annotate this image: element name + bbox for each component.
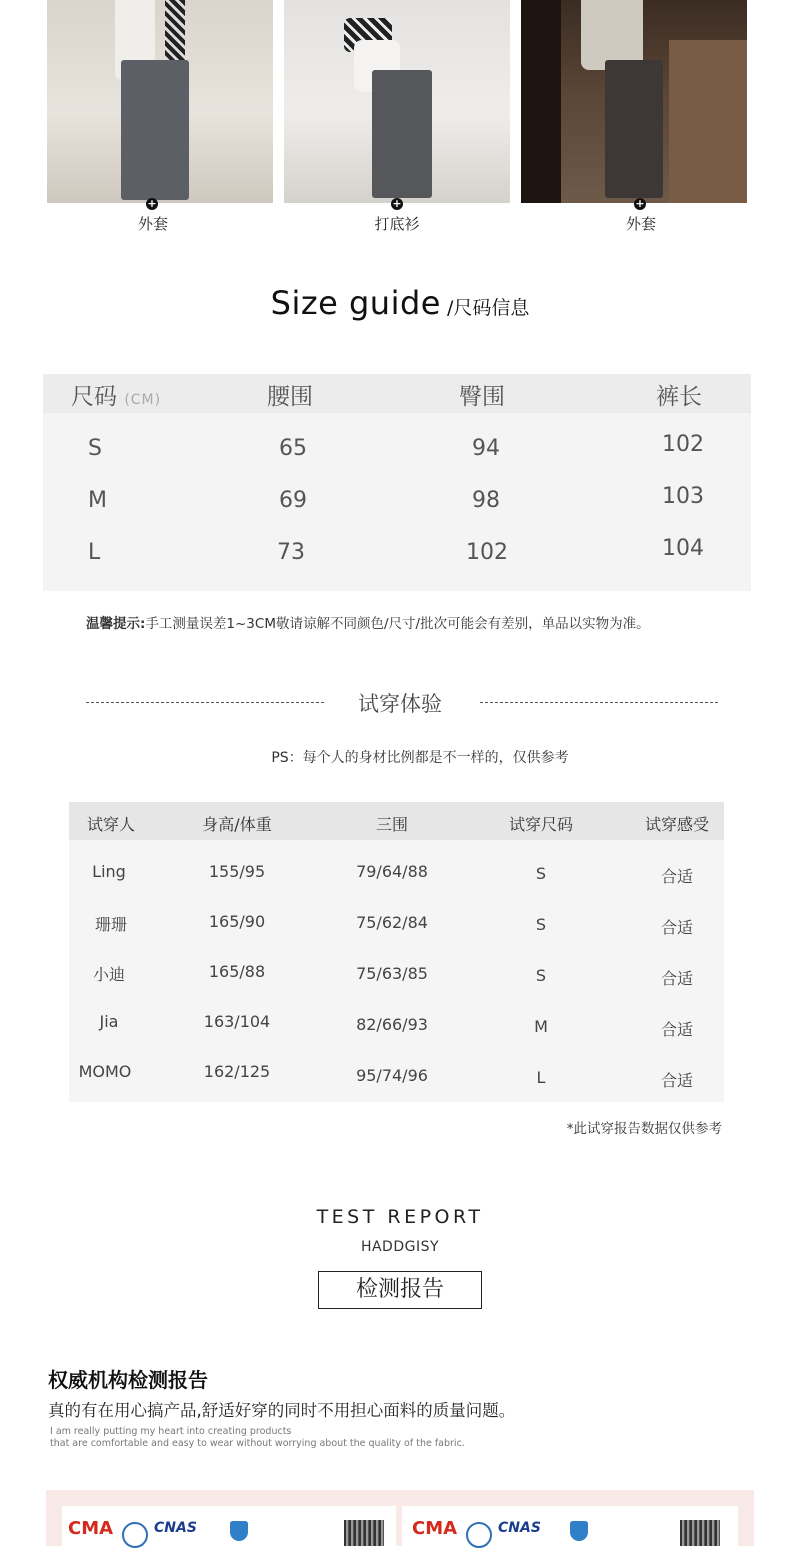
- size-guide-title: [0, 284, 800, 322]
- table-row-measurements: 95/74/96: [356, 1066, 428, 1085]
- outfit-photo-2: [284, 0, 510, 203]
- try-header-measurements: 三围: [375, 815, 409, 834]
- try-on-ps: PS：每个人的身材比例都是不一样的，仅供参考: [271, 750, 569, 766]
- cma-logo: CMA: [68, 1518, 114, 1539]
- size-header-hip: 臀围: [459, 384, 505, 410]
- table-row-measurements: 75/63/85: [356, 964, 428, 983]
- shield-icon: [570, 1521, 588, 1541]
- size-header-size: 尺码 (CM): [71, 384, 162, 410]
- table-row-size: S: [535, 864, 547, 883]
- plus-icon[interactable]: +: [147, 197, 157, 210]
- table-row-height-weight: 165/88: [208, 962, 266, 981]
- test-report-button[interactable]: 检测报告: [318, 1271, 482, 1309]
- table-row-height-weight: 162/125: [203, 1062, 271, 1081]
- size-header-unit: (CM): [124, 392, 162, 408]
- cnas-logo: CNAS: [498, 1520, 541, 1536]
- try-on-table: [69, 802, 724, 1102]
- auth-english-line-2: that are comfortable and easy to wear without worrying about the quality of the fabric.: [50, 1438, 465, 1449]
- table-row-measurements: 75/62/84: [356, 913, 428, 932]
- size-tip: [86, 612, 650, 632]
- auth-english-line-1: I am really putting my heart into creating products: [50, 1426, 292, 1437]
- size-guide-title-zh: /尺码信息: [446, 297, 530, 319]
- figure-pants: [605, 60, 663, 198]
- table-row-height-weight: 155/95: [208, 862, 266, 881]
- table-row-name: MOMO: [78, 1062, 132, 1081]
- try-on-note: *此试穿报告数据仅供参考: [566, 1121, 722, 1137]
- try-header-person: 试穿人: [86, 815, 136, 834]
- brand-name: HADDGISY: [360, 1239, 440, 1255]
- tip-label: 温馨提示:: [86, 616, 146, 632]
- length-cell: 103: [662, 484, 704, 509]
- ilac-seal-icon: [466, 1522, 492, 1548]
- table-row-height-weight: 165/90: [208, 912, 266, 931]
- size-table: [43, 374, 751, 591]
- qr-code-icon: [680, 1520, 720, 1546]
- table-row-size: S: [535, 915, 547, 934]
- table-row-height-weight: 163/104: [203, 1012, 271, 1031]
- auth-title: 权威机构检测报告: [48, 1368, 208, 1392]
- cnas-logo: CNAS: [154, 1520, 197, 1536]
- size-cell: M: [88, 488, 107, 513]
- hip-cell: 102: [466, 540, 508, 565]
- figure-pants: [372, 70, 432, 198]
- outfit-photo-1: [47, 0, 273, 203]
- size-header-length: 裤长: [656, 384, 702, 410]
- try-header-height-weight: 身高/体重: [202, 815, 272, 834]
- table-row-size: S: [535, 966, 547, 985]
- try-header-size: 试穿尺码: [508, 815, 574, 834]
- cma-logo: CMA: [412, 1518, 458, 1539]
- try-header-feeling: 试穿感受: [644, 815, 710, 834]
- shield-icon: [230, 1521, 248, 1541]
- outfit-photo-3: [521, 0, 747, 203]
- certificate-2[interactable]: [402, 1506, 738, 1546]
- figure-pants: [121, 60, 189, 200]
- size-header-waist: 腰围: [267, 384, 313, 410]
- photo-caption-1: 外套: [137, 215, 168, 233]
- photo-caption-2: 打底衫: [374, 215, 420, 233]
- plus-icon[interactable]: +: [392, 197, 402, 210]
- photo-caption-3: 外套: [625, 215, 656, 233]
- table-row-name: Ling: [92, 862, 126, 881]
- table-row-measurements: 82/66/93: [356, 1015, 428, 1034]
- size-cell: L: [88, 540, 101, 565]
- dashed-divider-right: [480, 702, 718, 703]
- door-panel: [521, 0, 561, 203]
- try-on-title: 试穿体验: [358, 692, 442, 716]
- tip-text: 手工测量误差1~3CM敬请谅解不同颜色/尺寸/批次可能会有差别，单品以实物为准。: [145, 616, 650, 632]
- hip-cell: 98: [472, 488, 500, 513]
- ilac-seal-icon: [122, 1522, 148, 1548]
- table-row-name: 小迪: [92, 965, 126, 984]
- waist-cell: 65: [279, 436, 307, 461]
- length-cell: 104: [662, 536, 704, 561]
- table-row-feeling: 合适: [660, 867, 694, 886]
- waist-cell: 69: [279, 488, 307, 513]
- table-row-feeling: 合适: [660, 1020, 694, 1039]
- table-row-name: Jia: [99, 1012, 119, 1031]
- length-cell: 102: [662, 432, 704, 457]
- size-cell: S: [88, 436, 102, 461]
- table-row-measurements: 79/64/88: [356, 862, 428, 881]
- cabinet: [669, 40, 747, 203]
- table-row-feeling: 合适: [660, 1071, 694, 1090]
- table-row-size: M: [534, 1017, 548, 1036]
- qr-code-icon: [344, 1520, 384, 1546]
- table-row-size: L: [536, 1068, 546, 1087]
- test-report-title: TEST REPORT: [316, 1206, 484, 1228]
- waist-cell: 73: [277, 540, 305, 565]
- table-row-name: 珊珊: [94, 915, 128, 934]
- certificate-1[interactable]: [62, 1506, 396, 1546]
- auth-subtitle: 真的有在用心搞产品,舒适好穿的同时不用担心面料的质量问题。: [48, 1401, 516, 1420]
- size-guide-title-en: Size guide: [270, 284, 441, 322]
- table-row-feeling: 合适: [660, 918, 694, 937]
- hip-cell: 94: [472, 436, 500, 461]
- auth-english-text: [50, 1426, 465, 1450]
- plus-icon[interactable]: +: [635, 197, 645, 210]
- table-row-feeling: 合适: [660, 969, 694, 988]
